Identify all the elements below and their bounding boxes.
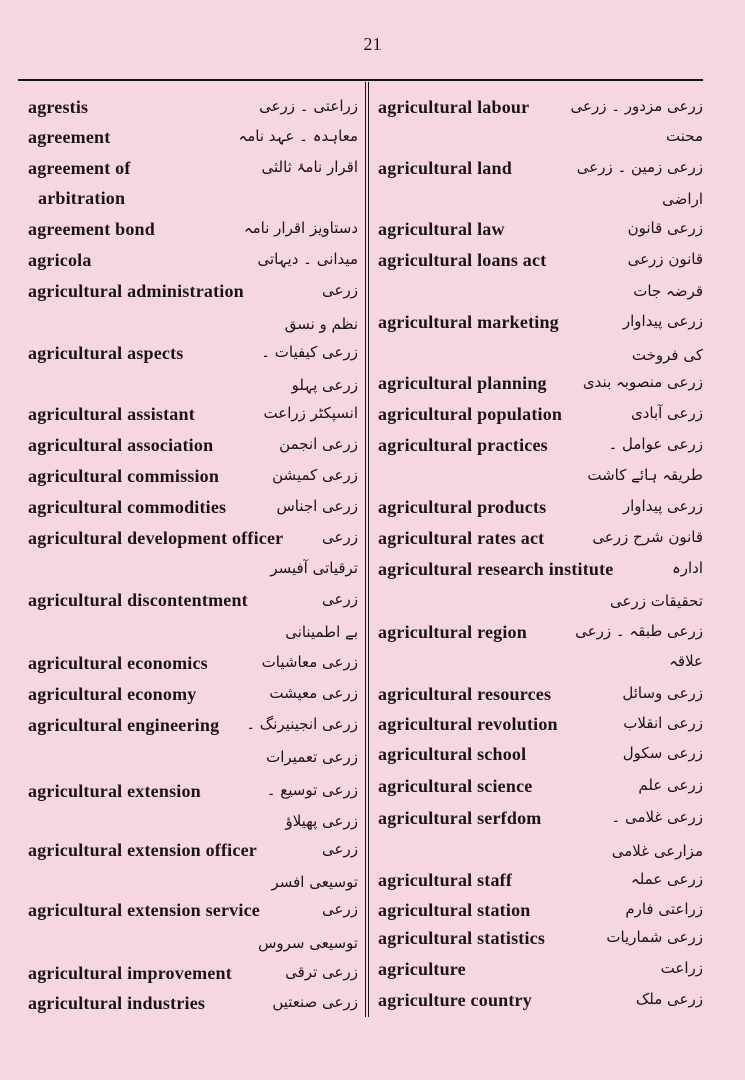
urdu-translation: زرعی پہلو	[291, 376, 358, 394]
urdu-translation: زرعی قانون	[627, 219, 703, 237]
urdu-translation: میدانی ۔ دیہاتی	[257, 250, 358, 268]
entry-line	[28, 623, 358, 653]
urdu-translation: زرعی	[322, 590, 358, 608]
entry-line	[28, 219, 358, 249]
entry-line	[28, 781, 358, 811]
entry-line	[28, 900, 358, 930]
english-headword: agricultural industries	[28, 993, 206, 1013]
english-headword: agricultural staff	[378, 870, 513, 890]
english-headword: agricultural school	[378, 744, 527, 764]
entry-line	[378, 312, 703, 342]
english-headword: agricultural products	[378, 497, 547, 517]
english-headword: agricultural serfdom	[378, 808, 542, 828]
entry-line	[378, 684, 703, 714]
english-headword: agricultural region	[378, 622, 527, 642]
english-headword: agricultural practices	[378, 435, 548, 455]
entry-line	[378, 97, 703, 127]
urdu-translation: قانون شرح زرعی	[592, 528, 703, 546]
urdu-translation: زرعی علم	[638, 776, 703, 794]
english-headword: agricultural station	[378, 900, 531, 920]
entry-line	[28, 158, 358, 188]
urdu-translation: نظم و نسق	[284, 315, 358, 333]
entry-line	[28, 653, 358, 683]
english-headword: agricultural assistant	[28, 404, 195, 424]
entry-line	[28, 435, 358, 465]
urdu-translation: اقرار نامۂ ثالثی	[261, 158, 358, 176]
urdu-translation: ادارہ	[671, 559, 703, 577]
urdu-translation: زرعی	[322, 528, 358, 546]
urdu-translation: تحقیقات زرعی	[610, 592, 703, 610]
entry-line	[28, 963, 358, 993]
urdu-translation: انسپکٹر زراعت	[263, 404, 358, 422]
urdu-translation: توسیعی افسر	[271, 873, 358, 891]
entry-line	[378, 346, 703, 376]
entry-line	[28, 315, 358, 345]
entry-line	[378, 622, 703, 652]
urdu-translation: زرعی عملہ	[630, 870, 703, 888]
entry-line	[28, 812, 358, 842]
urdu-translation: اراضی	[662, 190, 703, 208]
urdu-translation: زرعی انجینیرنگ ۔	[246, 715, 358, 733]
english-headword: agricultural loans act	[378, 250, 547, 270]
urdu-translation: دستاویز اقرار نامہ	[243, 219, 358, 237]
entry-line	[28, 559, 358, 589]
urdu-translation: زرعی شماریات	[606, 928, 703, 946]
entry-line	[28, 873, 358, 903]
english-headword: agreement bond	[28, 219, 155, 239]
urdu-translation: کی فروخت	[631, 346, 703, 364]
urdu-translation: زرعی معیشت	[269, 684, 358, 702]
english-headword: agricola	[28, 250, 92, 270]
entry-line	[378, 466, 703, 496]
urdu-translation: طریقہ ہائے کاشت	[587, 466, 703, 484]
english-headword: agricultural labour	[378, 97, 530, 117]
entry-line	[378, 250, 703, 280]
entry-line	[378, 928, 703, 958]
english-headword: agricultural planning	[378, 373, 547, 393]
urdu-translation: زرعی کمیشن	[272, 466, 358, 484]
entry-line	[28, 97, 358, 127]
english-headword: agricultural marketing	[378, 312, 559, 332]
urdu-translation: ترقیاتی آفیسر	[270, 559, 358, 577]
english-headword: agricultural revolution	[378, 714, 558, 734]
entry-line	[378, 592, 703, 622]
entry-line	[28, 376, 358, 406]
english-headword: agricultural administration	[28, 281, 244, 301]
urdu-translation: زرعی سکول	[622, 744, 703, 762]
entry-line	[28, 497, 358, 527]
entry-line	[378, 559, 703, 589]
urdu-translation: زرعی انجمن	[279, 435, 358, 453]
entry-line	[378, 959, 703, 989]
urdu-translation: زرعی ترقی	[285, 963, 358, 981]
english-headword: agricultural commodities	[28, 497, 227, 517]
urdu-translation: زرعی وسائل	[622, 684, 703, 702]
urdu-translation: زرعی ملک	[635, 990, 703, 1008]
english-headword: agricultural resources	[378, 684, 552, 704]
entry-line	[28, 250, 358, 280]
entry-line	[378, 404, 703, 434]
page-number: 21	[363, 34, 382, 54]
entry-line	[378, 842, 703, 872]
urdu-translation: زرعی توسیع ۔	[266, 781, 358, 799]
entry-line	[378, 127, 703, 157]
entry-line	[28, 127, 358, 157]
english-headword: agricultural research institute	[378, 559, 614, 579]
urdu-translation: توسیعی سروس	[258, 934, 358, 952]
urdu-translation: زرعی تعمیرات	[266, 748, 358, 766]
entry-line	[28, 590, 358, 620]
english-headword: agriculture	[378, 959, 466, 979]
english-headword: agricultural association	[28, 435, 214, 455]
entry-line	[28, 528, 358, 558]
urdu-translation: زرعی کیفیات ۔	[261, 343, 358, 361]
english-headword: agricultural economics	[28, 653, 208, 673]
urdu-translation: زرعی اجناس	[276, 497, 358, 515]
entry-line	[378, 282, 703, 312]
urdu-translation: زرعی صنعتیں	[272, 993, 358, 1011]
entry-line	[28, 934, 358, 964]
urdu-translation: زراعتی فارم	[625, 900, 703, 918]
urdu-translation: زراعتی ۔ زرعی	[259, 97, 358, 115]
urdu-translation: زرعی پیداوار	[622, 312, 703, 330]
urdu-translation: زرعی پھیلاؤ	[285, 812, 358, 830]
entry-line	[28, 840, 358, 870]
entry-line	[378, 870, 703, 900]
urdu-translation: مزارعی غلامی	[611, 842, 703, 860]
english-headword: agricultural rates act	[378, 528, 545, 548]
entry-line	[28, 466, 358, 496]
urdu-translation: زرعی غلامی ۔	[611, 808, 703, 826]
column-divider	[365, 82, 369, 1017]
top-rule	[18, 79, 703, 81]
entry-line	[378, 190, 703, 220]
entry-line	[28, 684, 358, 714]
urdu-translation: زراعت	[660, 959, 703, 977]
english-headword: agricultural science	[378, 776, 533, 796]
urdu-translation: معاہدہ ۔ عہد نامہ	[238, 127, 358, 145]
entry-line	[28, 188, 358, 218]
urdu-translation: زرعی طبقہ ۔ زرعی	[575, 622, 703, 640]
urdu-translation: زرعی آبادی	[630, 404, 703, 422]
entry-line	[378, 158, 703, 188]
urdu-translation: زرعی مزدور ۔ زرعی	[570, 97, 703, 115]
english-headword: agricultural law	[378, 219, 505, 239]
entry-line	[378, 776, 703, 806]
entry-line	[378, 373, 703, 403]
urdu-translation: زرعی	[322, 840, 358, 858]
entry-line	[28, 281, 358, 311]
urdu-translation: زرعی پیداوار	[622, 497, 703, 515]
urdu-translation: زرعی زمین ۔ زرعی	[576, 158, 703, 176]
english-headword: agricultural development officer	[28, 528, 284, 548]
entry-line	[28, 993, 358, 1023]
english-headword: agricultural commission	[28, 466, 220, 486]
english-headword: agricultural statistics	[378, 928, 546, 948]
urdu-translation: قرضہ جات	[633, 282, 703, 300]
entry-line	[28, 748, 358, 778]
english-headword: agricultural population	[378, 404, 563, 424]
english-headword: agricultural extension	[28, 781, 201, 801]
urdu-translation: زرعی انقلاب	[623, 714, 703, 732]
urdu-translation: زرعی عوامل ۔	[608, 435, 703, 453]
urdu-translation: بے اطمینانی	[285, 623, 358, 641]
entry-line	[378, 744, 703, 774]
english-headword: agrestis	[28, 97, 89, 117]
entry-line	[28, 715, 358, 745]
english-headword: agricultural land	[378, 158, 512, 178]
entry-line	[378, 435, 703, 465]
english-headword: agricultural discontentment	[28, 590, 248, 610]
english-headword: agricultural aspects	[28, 343, 184, 363]
entry-line	[378, 808, 703, 838]
urdu-translation: محنت	[666, 127, 703, 145]
urdu-translation: علاقہ	[669, 652, 703, 670]
entry-line	[378, 528, 703, 558]
entry-line	[378, 714, 703, 744]
english-headword: agricultural improvement	[28, 963, 232, 983]
english-headword: agreement	[28, 127, 111, 147]
entry-line	[378, 497, 703, 527]
english-headword: arbitration	[38, 188, 126, 208]
english-headword: agricultural extension officer	[28, 840, 257, 860]
english-headword: agricultural engineering	[28, 715, 220, 735]
english-headword: agricultural economy	[28, 684, 197, 704]
urdu-translation: زرعی معاشیات	[261, 653, 358, 671]
entry-line	[378, 900, 703, 930]
entry-line	[378, 990, 703, 1020]
english-headword: agricultural extension service	[28, 900, 260, 920]
urdu-translation: زرعی منصوبہ بندی	[582, 373, 703, 391]
urdu-translation: زرعی	[322, 900, 358, 918]
entry-line	[378, 652, 703, 682]
english-headword: agriculture country	[378, 990, 532, 1010]
entry-line	[28, 343, 358, 373]
urdu-translation: قانون زرعی	[627, 250, 703, 268]
english-headword: agreement of	[28, 158, 131, 178]
urdu-translation: زرعی	[322, 281, 358, 299]
entry-line	[378, 219, 703, 249]
entry-line	[28, 404, 358, 434]
